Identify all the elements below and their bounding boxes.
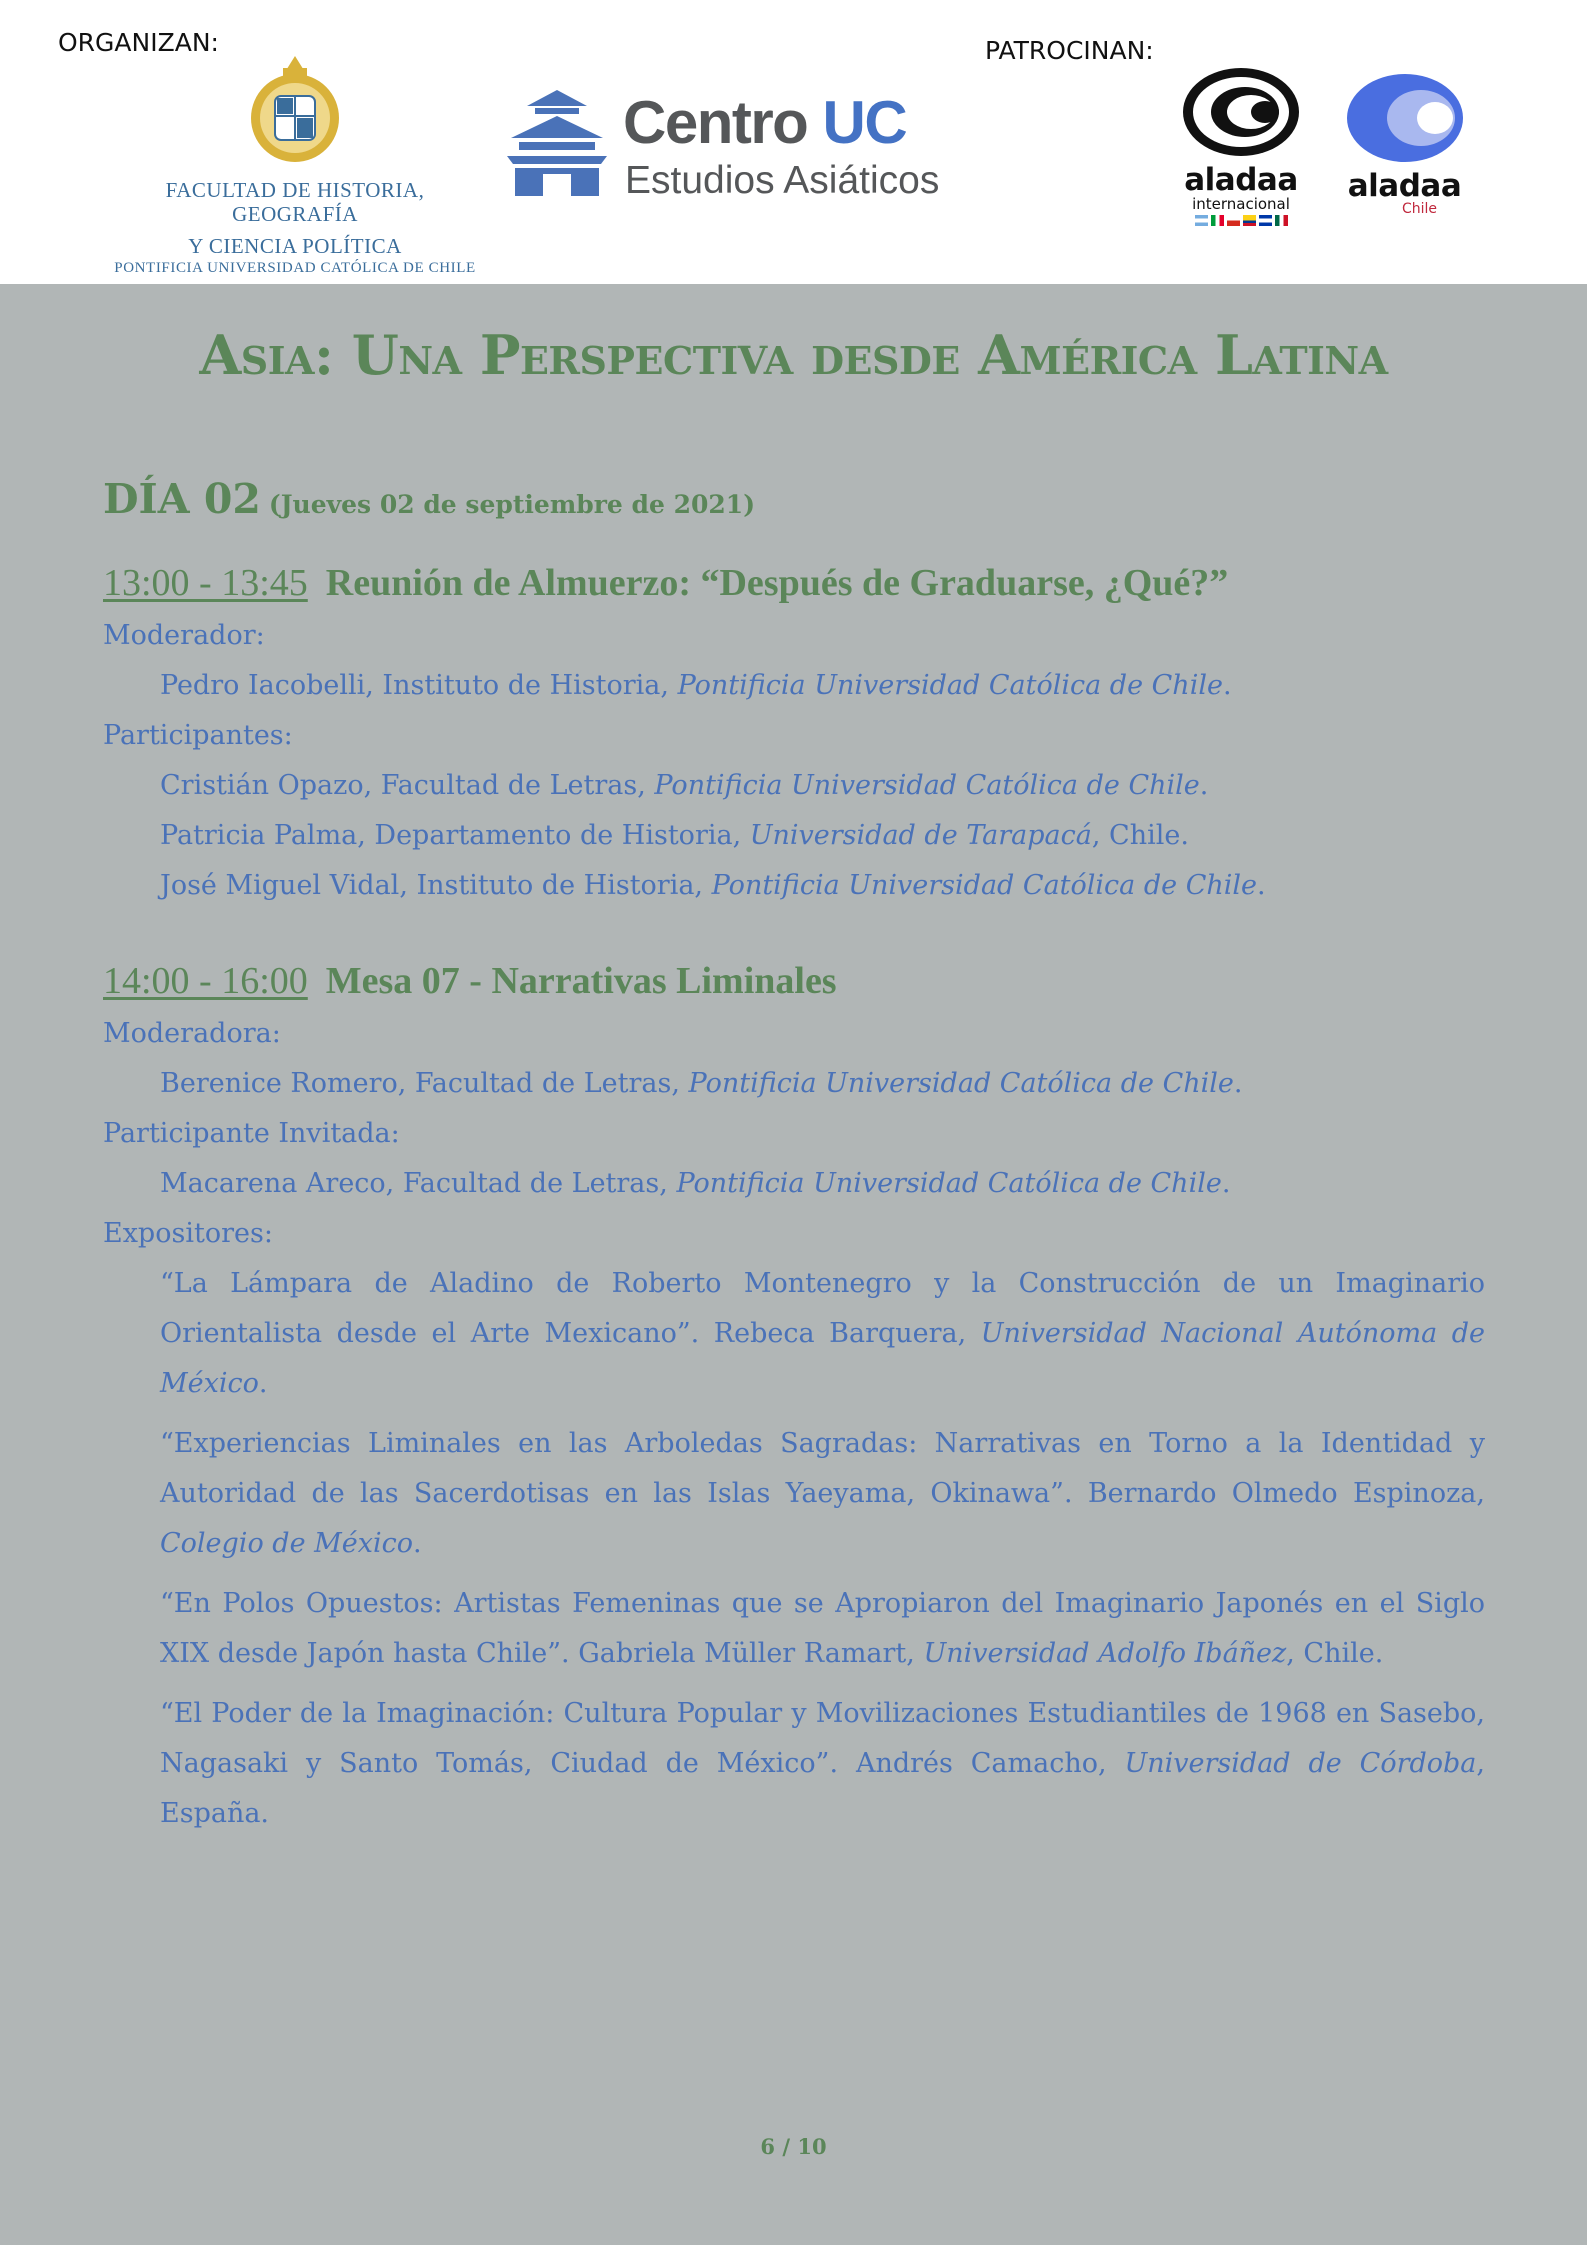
participant-line (160, 1159, 1485, 1209)
role-label: Participante Invitada: (103, 1118, 400, 1149)
flag-icon (1195, 215, 1208, 226)
institution: Pontificia Universidad Católica de Chile (711, 870, 1257, 901)
day-date: (Jueves 02 de septiembre de 2021) (268, 490, 756, 519)
aladaa-chile-subtitle: Chile (1402, 201, 1438, 217)
aladaa-chile-moon-icon (1343, 70, 1467, 166)
session-time: 13:00 - 13:45 (103, 562, 308, 604)
program-content (103, 555, 1485, 1839)
institution: Pontificia Universidad Católica de Chile (677, 670, 1223, 701)
faculty-logo-line1: FACULTAD DE HISTORIA, GEOGRAFÍA (165, 178, 425, 226)
institution: Pontificia Universidad Católica de Chile (676, 1168, 1222, 1199)
session-time: 14:00 - 16:00 (103, 960, 308, 1002)
day-heading (103, 475, 755, 523)
flag-icon (1259, 215, 1272, 226)
institution: Universidad Nacional Autónoma de México (160, 1318, 1485, 1399)
aladaa-chile-logo (1342, 70, 1467, 230)
paper-entry (160, 1689, 1485, 1839)
centro-uc-logo (505, 88, 965, 208)
paper-entry (160, 1259, 1485, 1409)
centro-word: Centro (623, 89, 808, 156)
day-label: DÍA 02 (103, 475, 261, 523)
flag-icon (1227, 215, 1240, 226)
sponsors-label: PATROCINAN: (985, 36, 1154, 65)
aladaa-int-subtitle: internacional (1192, 195, 1290, 213)
participant-line (160, 661, 1485, 711)
participant-name: Patricia Palma, Departamento de Historia, (160, 820, 750, 851)
participant-line (160, 1059, 1485, 1109)
line-tail: , España. (160, 1748, 1485, 1829)
aladaa-ring-icon (1179, 64, 1303, 160)
line-tail: . (1233, 1068, 1243, 1099)
paper-entry (160, 1579, 1485, 1679)
participant-line (160, 811, 1485, 861)
page-title: Asia: Una Perspectiva desde América Latina (199, 323, 1388, 387)
centro-uc-subtitle: Estudios Asiáticos (625, 159, 940, 202)
participant-name: Pedro Iacobelli, Instituto de Historia, (160, 670, 678, 701)
participant-name: José Miguel Vidal, Instituto de Historia, (160, 870, 712, 901)
university-crest-icon (245, 50, 345, 170)
faculty-logo-line3: PONTIFICIA UNIVERSIDAD CATÓLICA DE CHILE (114, 260, 476, 276)
institution: Universidad de Tarapacá (749, 820, 1092, 851)
pagoda-icon (505, 88, 609, 198)
faculty-logo (100, 50, 490, 276)
centro-uc-wordmark (623, 89, 907, 156)
paper-text: “En Polos Opuestos: Artistas Femeninas que se Apropiaron del Imaginario Japonés en el Siglo XIX desde Japón hasta Chile”. Gabriela Müller Ramart, (160, 1588, 1485, 1669)
paper-text: “Experiencias Liminales en las Arboledas Sagradas: Narrativas en Torno a la Identidad y Autoridad de las Sacerdotisas en las Islas Yaeyama, Okinawa”. Bernardo Olmedo Espinoza, (160, 1428, 1485, 1509)
participant-line (160, 761, 1485, 811)
uc-word: UC (822, 89, 907, 156)
aladaa-int-word: aladaa (1184, 162, 1298, 198)
line-tail: . (1257, 870, 1266, 901)
line-tail: . (1221, 1168, 1231, 1199)
page-number: 6 / 10 (760, 2134, 827, 2159)
role-label: Expositores: (103, 1218, 273, 1249)
flag-icon (1275, 215, 1288, 226)
organizers-label: ORGANIZAN: (58, 28, 219, 57)
line-tail: . (258, 1368, 268, 1399)
session-title: Mesa 07 - Narrativas Liminales (325, 960, 837, 1002)
role-label: Participantes: (103, 720, 293, 751)
line-tail: , Chile. (1286, 1638, 1384, 1669)
session-title: Reunión de Almuerzo: “Después de Graduarse, ¿Qué?” (325, 562, 1229, 604)
line-tail: . (1222, 670, 1232, 701)
role-label: Moderadora: (103, 1018, 281, 1049)
header-logos-band (0, 0, 1587, 284)
line-tail: . (1199, 770, 1209, 801)
institution: Pontificia Universidad Católica de Chile (654, 770, 1200, 801)
participant-name: Cristián Opazo, Facultad de Letras, (160, 770, 655, 801)
participant-line (160, 861, 1485, 911)
role-label: Moderador: (103, 620, 265, 651)
paper-text: “El Poder de la Imaginación: Cultura Popular y Movilizaciones Estudiantiles de 1968 en Sasebo, Nagasaki y Santo Tomás, Ciudad de México”. Andrés Camacho, (160, 1698, 1485, 1779)
aladaa-internacional-logo (1176, 64, 1306, 244)
institution: Universidad de Córdoba (1124, 1748, 1477, 1779)
institution: Pontificia Universidad Católica de Chile (688, 1068, 1234, 1099)
session-heading (103, 555, 1485, 611)
faculty-logo-line2: Y CIENCIA POLÍTICA (188, 234, 402, 258)
paper-text: “La Lámpara de Aladino de Roberto Montenegro y la Construcción de un Imaginario Orientalista desde el Arte Mexicano”. Rebeca Barquera, (160, 1268, 1485, 1349)
line-tail: , Chile. (1091, 820, 1189, 851)
aladaa-chile-word: aladaa (1347, 168, 1462, 204)
flag-icon (1211, 215, 1224, 226)
institution: Colegio de México (160, 1528, 413, 1559)
line-tail: . (413, 1528, 422, 1559)
spacer (103, 911, 1485, 953)
paper-entry (160, 1419, 1485, 1569)
flag-icon (1243, 215, 1256, 226)
participant-name: Berenice Romero, Facultad de Letras, (160, 1068, 689, 1099)
session-heading (103, 953, 1485, 1009)
institution: Universidad Adolfo Ibáñez (923, 1638, 1287, 1669)
flags-strip (1176, 215, 1306, 226)
participant-name: Macarena Areco, Facultad de Letras, (160, 1168, 677, 1199)
